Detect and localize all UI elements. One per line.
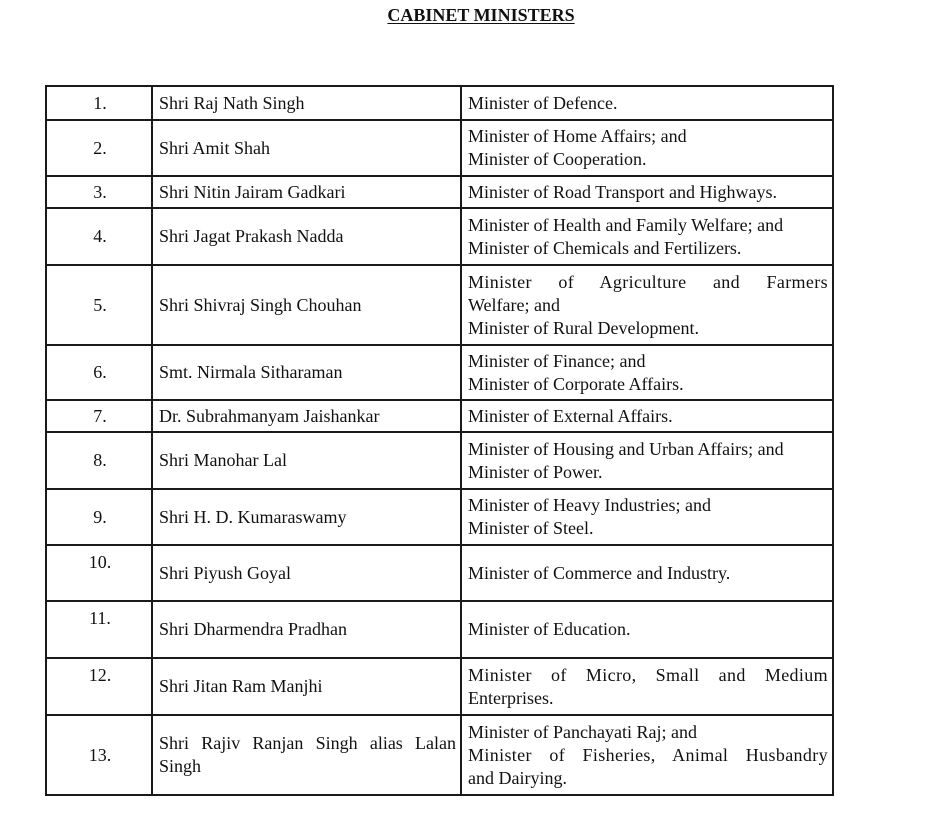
portfolio-line: Minister of Heavy Industries; and	[468, 495, 711, 515]
portfolio-line: Minister of Housing and Urban Affairs; and	[468, 438, 784, 459]
table-row	[46, 345, 833, 400]
serial-number: 8.	[46, 432, 152, 489]
portfolio	[461, 120, 833, 176]
portfolio	[461, 545, 833, 601]
table-row	[46, 208, 833, 265]
portfolio-line: Minister of Home Affairs; and	[468, 126, 687, 146]
table-row	[46, 120, 833, 176]
serial-number: 6.	[46, 345, 152, 400]
minister-name: Shri Jagat Prakash Nadda	[152, 208, 461, 265]
portfolio-line: Minister of Agriculture and Farmers	[468, 271, 828, 292]
minister-name	[152, 715, 461, 795]
portfolio	[461, 208, 833, 265]
minister-name: Shri Jitan Ram Manjhi	[152, 658, 461, 715]
portfolio-line: Minister of Chemicals and Fertilizers.	[468, 237, 742, 258]
table-row	[46, 400, 833, 432]
table-row	[46, 265, 833, 345]
serial-number: 7.	[46, 400, 152, 432]
minister-name: Shri Raj Nath Singh	[152, 86, 461, 120]
minister-name: Dr. Subrahmanyam Jaishankar	[152, 400, 461, 432]
portfolio-line: Minister of Education.	[468, 619, 631, 639]
portfolio-line: Minister of Defence.	[468, 92, 618, 113]
minister-name-text: Shri Rajiv Ranjan Singh alias Lalan Singh	[159, 733, 456, 776]
serial-number: 5.	[46, 265, 152, 345]
portfolio	[461, 658, 833, 715]
serial-number: 4.	[46, 208, 152, 265]
table-row	[46, 86, 833, 120]
portfolio	[461, 345, 833, 400]
portfolio	[461, 601, 833, 658]
minister-name: Shri Piyush Goyal	[152, 545, 461, 601]
portfolio-line: Minister of Micro, Small and Medium	[468, 664, 828, 685]
table-row	[46, 489, 833, 545]
serial-number: 1.	[46, 86, 152, 120]
portfolio-line: Minister of Corporate Affairs.	[468, 373, 684, 394]
serial-number: 11.	[46, 601, 152, 658]
table-row	[46, 601, 833, 658]
portfolio	[461, 176, 833, 208]
portfolio-line: Minister of Commerce and Industry.	[468, 562, 731, 583]
serial-number: 12.	[46, 658, 152, 715]
serial-number: 3.	[46, 176, 152, 208]
serial-number: 9.	[46, 489, 152, 545]
minister-name: Shri Shivraj Singh Chouhan	[152, 265, 461, 345]
table-row	[46, 432, 833, 489]
minister-name: Shri Amit Shah	[152, 120, 461, 176]
portfolio	[461, 715, 833, 795]
portfolio	[461, 265, 833, 345]
portfolio-line: Minister of Finance; and	[468, 350, 646, 371]
page-title: CABINET MINISTERS	[387, 5, 575, 25]
cabinet-ministers-table	[45, 85, 834, 796]
portfolio-line: Minister of Rural Development.	[468, 317, 699, 338]
minister-name: Smt. Nirmala Sitharaman	[152, 345, 461, 400]
portfolio-line: Minister of Steel.	[468, 518, 594, 538]
portfolio-line: Enterprises.	[468, 687, 554, 708]
portfolio	[461, 489, 833, 545]
portfolio	[461, 432, 833, 489]
portfolio-line: Minister of Panchayati Raj; and	[468, 721, 697, 742]
table-row	[46, 545, 833, 601]
portfolio-line: Minister of External Affairs.	[468, 405, 673, 426]
portfolio-line: Minister of Fisheries, Animal Husbandry	[468, 744, 828, 765]
portfolio	[461, 86, 833, 120]
minister-name: Shri Nitin Jairam Gadkari	[152, 176, 461, 208]
portfolio-line: Minister of Power.	[468, 461, 603, 482]
table-row	[46, 715, 833, 795]
minister-name: Shri Manohar Lal	[152, 432, 461, 489]
table-row	[46, 176, 833, 208]
minister-name: Shri H. D. Kumaraswamy	[152, 489, 461, 545]
serial-number: 2.	[46, 120, 152, 176]
serial-number: 10.	[46, 545, 152, 601]
table-row	[46, 658, 833, 715]
portfolio-line: Minister of Road Transport and Highways.	[468, 181, 777, 202]
portfolio-line: Minister of Health and Family Welfare; and	[468, 214, 784, 235]
portfolio	[461, 400, 833, 432]
portfolio-line: Minister of Cooperation.	[468, 149, 647, 169]
minister-name: Shri Dharmendra Pradhan	[152, 601, 461, 658]
portfolio-line: and Dairying.	[468, 767, 567, 788]
portfolio-line: Welfare; and	[468, 294, 560, 315]
serial-number: 13.	[46, 715, 152, 795]
